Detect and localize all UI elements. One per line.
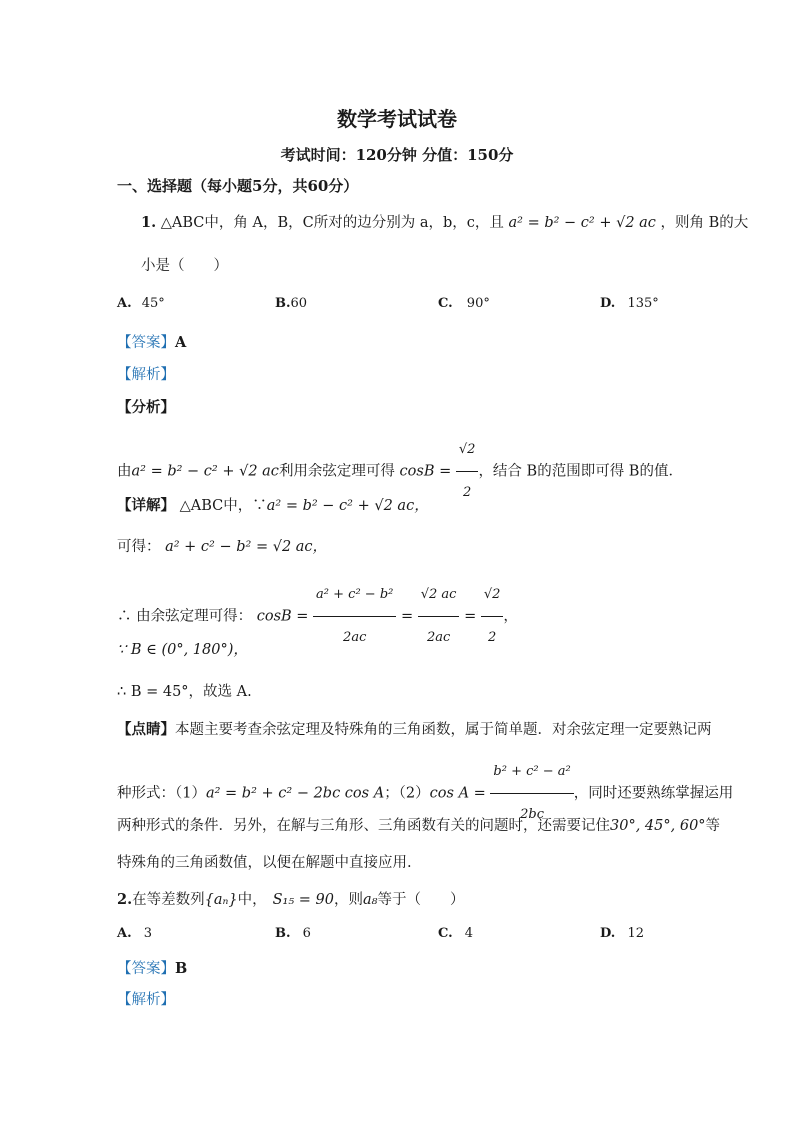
dianjing-line-2: 种形式：（1）a² = b² + c² − 2bc cos A；（2）cos A = $\frac{\text{b² + c² − a²}}{2bc}$ ，同时还要熟练掌握运用 [117,752,733,835]
dianjing-line-1: 【点睛】本题主要考查余弦定理及特殊角的三角函数，属于简单题．对余弦定理一定要熟记两 [117,721,712,738]
question-number: 1. [141,214,157,231]
kede-line: 可得： a² + c² − b² = √2 ac， [117,539,328,555]
dianjing-line-3: 两种形式的条件．另外，在解与三角形、三角函数有关的问题时，还需要记住30°, 45°, 60°等 [117,818,721,834]
question-1-stem-cont: 小是（ ） [141,258,228,274]
page-title: 数学考试试卷 [337,107,457,131]
fraction: $\frac{√2}{2}$ [481,575,504,658]
answer-label: 【答案】 [117,335,175,351]
question-formula: a² = b² − c² + √2 ac [508,215,656,231]
exam-info: 考试时间：120分钟 分值：150分 [280,146,514,164]
option-a: A. 3 [117,926,153,941]
question-2-stem: 2.在等差数列{aₙ}中， S₁₅ = 90，则a₈等于（ ） [117,891,465,908]
answer-line [117,331,186,352]
analysis-label: 【解析】 [117,992,175,1008]
section-heading: 一、选择题（每小题5分，共60分） [117,177,359,195]
conclusion-line: ∴ B = 45°，故选 A. [117,684,252,700]
option-b: B.60 [275,296,308,311]
question-text: ，则角 B的大 [660,215,749,231]
answer-line [117,957,187,978]
question-text: △ABC中，角 A，B，C所对的边分别为 a，b，c，且 [160,215,504,231]
answer-value: A [175,334,187,351]
analysis-label: 【解析】 [117,367,175,383]
fenxi-text: 由a² = b² − c² + √2 ac利用余弦定理可得 cosB = $\frac{√2}{2}$ ，结合 B的范围即可得 B的值． [117,430,683,513]
dianjing-line-4: 特殊角的三角函数值，以便在解题中直接应用. [117,855,412,871]
option-a: A. 45° [117,296,165,311]
fraction: $\frac{√2}{2}$ [456,430,479,513]
detail-label: 【详解】 [117,497,175,514]
fraction: $\frac{\text{a² + c² − b²}}{2ac}$ [313,575,396,658]
option-c: C. 4 [438,926,474,941]
detail-line: 【详解】 △ABC中，∵a² = b² − c² + √2 ac， [117,497,429,514]
fenxi-label: 【分析】 [117,399,175,416]
range-line: ∵ B ∈ (0°, 180°)， [117,642,248,658]
fraction: $\frac{√2 ac}{2ac}$ [418,575,460,658]
cosine-derivation: ∴ 由余弦定理可得： cosB = $\frac{\text{a² + c² − b²}}{2ac}$ = $\frac{√2 ac}{2ac}$ = $\frac{√2}{2}$ ， [117,575,518,658]
fraction: $\frac{\text{b² + c² − a²}}{2bc}$ [490,752,573,835]
option-d: D. 135° [600,296,659,311]
answer-value: B [175,960,188,977]
option-d: D. 12 [600,926,645,941]
dianjing-label: 【点睛】 [117,721,175,738]
question-number: 2. [117,891,133,908]
option-c: C. 90° [438,296,490,311]
answer-label: 【答案】 [117,961,175,977]
option-b: B. 6 [275,926,311,941]
question-1-stem [141,211,748,232]
